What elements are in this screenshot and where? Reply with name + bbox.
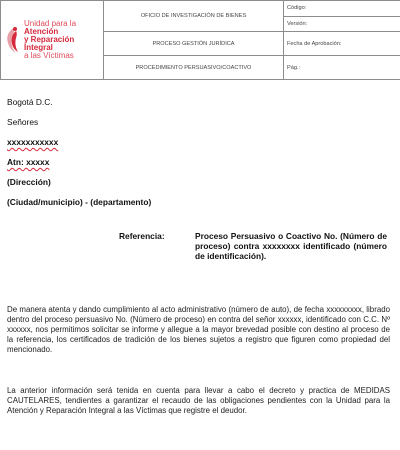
- letter-address-block: [7, 92, 390, 212]
- document-header: [0, 0, 400, 80]
- logo-line-2: y Reparación Integral: [24, 35, 75, 52]
- approval-date-field: Fecha de Aprobación:: [284, 32, 400, 56]
- address-line: (Dirección): [7, 177, 51, 187]
- logo-line-3: a las Víctimas: [24, 51, 74, 60]
- code-field: Código:: [284, 1, 400, 17]
- header-table: [0, 0, 400, 80]
- location-line: (Ciudad/municipio) - (departamento): [7, 197, 152, 207]
- logo-line-1: Unidad para la: [24, 19, 77, 28]
- office-title: OFICIO DE INVESTIGACIÓN DE BIENES: [104, 1, 284, 32]
- reference-block: [119, 231, 387, 262]
- page-field: Pág.:: [284, 56, 400, 80]
- process-name: PROCESO GESTIÓN JURÍDICA: [104, 32, 284, 56]
- logo-line-1-bold: Atención: [24, 27, 59, 36]
- procedure-name: PROCEDIMIENTO PERSUASIVO/COACTIVO: [104, 56, 284, 80]
- body-paragraph-1: De manera atenta y dando cumplimiento al acto administrativo (número de auto), de fecha xxxxxxxxx, librado dentro del proceso persuasivo No. (Número de proceso) en contra del señor xxxxxx, identificado con C.C. Nº xxxxxx, nos permitimos solicitar se informe y allegue a la mayor brevedad posible con destino al proceso de la referencia, los certificados de tradición de los bienes sujetos a registro que figuren como propiedad del mencionado.: [7, 305, 390, 355]
- version-field: Versión:: [284, 16, 400, 32]
- salutation-line: Señores: [7, 117, 39, 127]
- unidad-victimas-logo: [1, 1, 103, 79]
- body-paragraph-2: La anterior información será tenida en cuenta para llevar a cabo el decreto y practica de MEDIDAS CAUTELARES, tendientes a garantizar el recaudo de las obligaciones pendientes con la Unidad para la Atención y Reparación Integral a las Víctimas que registre el deudor.: [7, 386, 390, 416]
- attention-line: Atn: xxxxx: [7, 157, 50, 167]
- logo-wordmark: [24, 20, 103, 60]
- city-line: Bogotá D.C.: [7, 97, 53, 107]
- reference-label: Referencia:: [119, 231, 165, 241]
- addressee-line: xxxxxxxxxxx: [7, 137, 59, 147]
- logo-cell: [1, 1, 104, 80]
- reference-text: Proceso Persuasivo o Coactivo No. (Número de proceso) contra xxxxxxxx identificado (número de identificación).: [195, 231, 387, 262]
- logo-emblem-icon: [4, 25, 20, 55]
